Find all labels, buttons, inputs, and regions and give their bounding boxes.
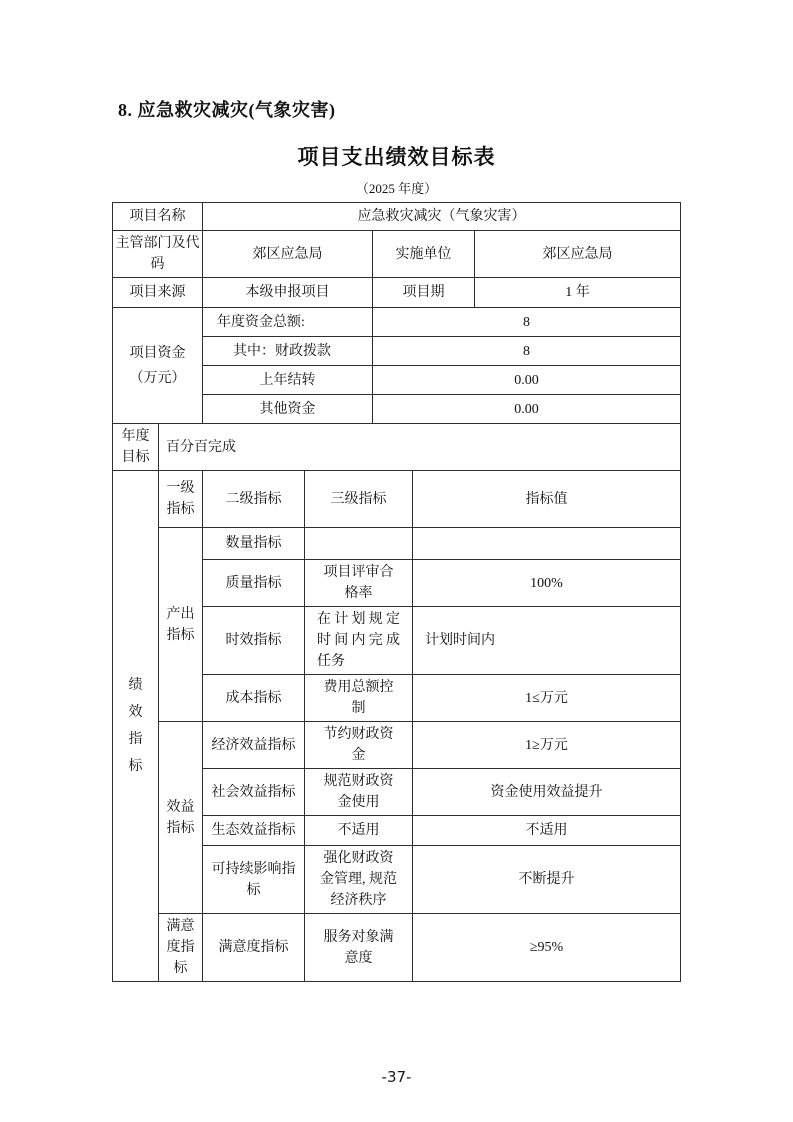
cell-value-economic: 1≥万元 [412, 722, 680, 769]
cell-project-name-label: 项目名称 [112, 203, 202, 231]
cell-l2-ecological: 生态效益指标 [202, 816, 304, 846]
cell-project-name-value: 应急救灾减灾（气象灾害） [202, 203, 680, 231]
cell-source-value: 本级申报项目 [202, 278, 372, 308]
section-heading: 8. 应急救灾减灾(气象灾害) [118, 100, 336, 120]
performance-label-text: 绩效指标 [128, 677, 143, 775]
cell-value-timeliness: 计划时间内 [412, 607, 680, 675]
cell-header-value: 指标值 [412, 471, 680, 528]
performance-target-table [112, 202, 681, 982]
cell-l2-social: 社会效益指标 [202, 769, 304, 816]
cell-value-sustainable: 不断提升 [412, 846, 680, 914]
cell-value-satisfaction: ≥95% [412, 914, 680, 982]
cell-header-level1: 一级指标 [158, 471, 202, 528]
cell-value-cost: 1≤万元 [412, 675, 680, 722]
cell-l2-satisfaction: 满意度指标 [202, 914, 304, 982]
cell-group-output-label: 产出指标 [158, 528, 202, 722]
cell-l3-quality: 项目评审合格率 [304, 560, 412, 607]
cell-header-level2: 二级指标 [202, 471, 304, 528]
cell-header-level3: 三级指标 [304, 471, 412, 528]
cell-l2-cost: 成本指标 [202, 675, 304, 722]
table-row [112, 203, 680, 231]
cell-l2-quality: 质量指标 [202, 560, 304, 607]
cell-dept-value: 郊区应急局 [202, 231, 372, 278]
cell-l3-cost: 费用总额控制 [304, 675, 412, 722]
cell-l3-satisfaction: 服务对象满意度 [304, 914, 412, 982]
table-title: 项目支出绩效目标表 [297, 144, 496, 169]
cell-funding-other-value: 0.00 [372, 395, 680, 424]
cell-l3-timeliness: 在计划规定时间内完成任务 [304, 607, 412, 675]
table-row [112, 471, 680, 528]
table-row [112, 528, 680, 560]
table-row [112, 231, 680, 278]
cell-l2-economic: 经济效益指标 [202, 722, 304, 769]
cell-funding-label [112, 308, 202, 424]
cell-value-ecological: 不适用 [412, 816, 680, 846]
table-row [112, 914, 680, 982]
funding-label-line2: （万元） [129, 370, 186, 386]
cell-dept-label: 主管部门及代码 [112, 231, 202, 278]
cell-period-label: 项目期 [372, 278, 474, 308]
cell-period-value: 1 年 [474, 278, 680, 308]
table-row [112, 424, 680, 471]
cell-value-quality: 100% [412, 560, 680, 607]
cell-funding-total-value: 8 [372, 308, 680, 337]
cell-annual-goal-label: 年度目标 [112, 424, 158, 471]
page-number: -37- [381, 1068, 412, 1086]
cell-annual-goal-value: 百分百完成 [158, 424, 680, 471]
cell-funding-fiscal-label: 其中：财政拨款 [202, 337, 372, 366]
cell-value-social: 资金使用效益提升 [412, 769, 680, 816]
cell-funding-fiscal-value: 8 [372, 337, 680, 366]
cell-group-satisfaction-label: 满意度指标 [158, 914, 202, 982]
table-subtitle: （2025 年度） [355, 180, 438, 196]
cell-funding-total-label: 年度资金总额: [202, 308, 372, 337]
cell-funding-carryover-label: 上年结转 [202, 366, 372, 395]
cell-l3-economic: 节约财政资金 [304, 722, 412, 769]
cell-source-label: 项目来源 [112, 278, 202, 308]
cell-impl-unit-label: 实施单位 [372, 231, 474, 278]
cell-l2-timeliness: 时效指标 [202, 607, 304, 675]
funding-label-line1: 项目资金 [129, 345, 186, 361]
cell-l3-ecological: 不适用 [304, 816, 412, 846]
table-row [112, 722, 680, 769]
cell-group-benefit-label: 效益指标 [158, 722, 202, 914]
cell-impl-unit-value: 郊区应急局 [474, 231, 680, 278]
cell-l3-social: 规范财政资金使用 [304, 769, 412, 816]
cell-value-quantity [412, 528, 680, 560]
cell-l3-quantity [304, 528, 412, 560]
cell-l3-sustainable: 强化财政资金管理, 规范经济秩序 [304, 846, 412, 914]
cell-l2-quantity: 数量指标 [202, 528, 304, 560]
table-row [112, 278, 680, 308]
cell-funding-carryover-value: 0.00 [372, 366, 680, 395]
cell-performance-label [112, 471, 158, 982]
cell-funding-other-label: 其他资金 [202, 395, 372, 424]
table-row [112, 308, 680, 337]
cell-l2-sustainable: 可持续影响指标 [202, 846, 304, 914]
